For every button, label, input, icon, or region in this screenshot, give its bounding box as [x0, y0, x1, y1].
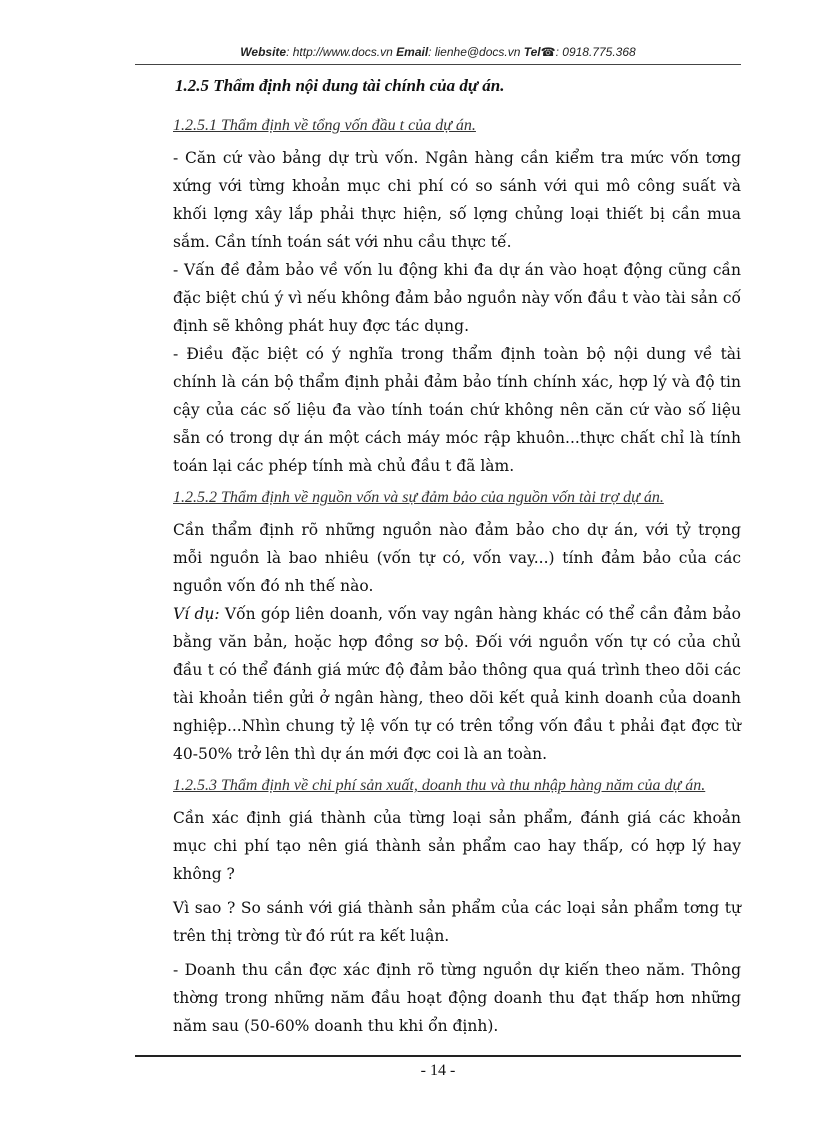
email-value[interactable]: : lienhe@docs.vn [428, 45, 521, 59]
example-label: Ví dụ: [173, 605, 220, 623]
s3-paragraph-1: Cần xác định giá thành của từng loại sản phẩm, đánh giá các khoản mục chi phí tạo nên giá thành sản phẩm cao hay thấp, có hợp lý hay không ? [173, 809, 741, 883]
page-number: - 14 - [420, 1062, 456, 1079]
s1-paragraph-2: - Vấn đề đảm bảo về vốn lu động khi đa dự án vào hoạt động cũng cần đặc biệt chú ý vì nếu không đảm bảo nguồn này vốn đầu t vào tài sản cố định sẽ không phát huy đợc tác dụng. [173, 261, 741, 335]
s2-paragraph-1: Cần thẩm định rõ những nguồn nào đảm bảo cho dự án, với tỷ trọng mỗi nguồn là bao nhiêu (vốn tự có, vốn vay...) tính đảm bảo của các nguồn vốn đó nh thế nào. [173, 521, 741, 595]
section-title: 1.2.5 Thẩm định nội dung tài chính của dự án. [175, 76, 505, 95]
document-body [173, 76, 741, 1040]
example-text: Vốn góp liên doanh, vốn vay ngân hàng khác có thể cần đảm bảo bằng văn bản, hoặc hợp đồng sơ bộ. Đối với nguồn vốn tự có của chủ đầu t có thể đánh giá mức độ đảm bảo thông qua quá trình theo dõi các tài khoản tiền gửi ở ngân hàng, theo dõi kết quả kinh doanh của doanh nghiệp...Nhìn chung tỷ lệ vốn tự có trên tổng vốn đầu t phải đạt đợc từ 40-50% trở lên thì dự án mới đợc coi là an toàn. [173, 605, 741, 763]
website-value[interactable]: : http://www.docs.vn [286, 45, 393, 59]
email-label: Email [396, 45, 429, 59]
s2-paragraph-2 [173, 600, 741, 768]
s1-paragraph-3: - Điều đặc biệt có ý nghĩa trong thẩm định toàn bộ nội dung về tài chính là cán bộ thẩm định phải đảm bảo tính chính xác, hợp lý và độ tin cậy của các số liệu đa vào tính toán chứ không nên căn cứ vào số liệu sẵn có trong dự án một cách máy móc rập khuôn...thực chất chỉ là tính toán lại các phép tính mà chủ đầu t đã làm. [173, 345, 741, 475]
page-header [135, 45, 741, 59]
tel-label: Tel [523, 45, 541, 59]
s3-paragraph-2: Vì sao ? So sánh với giá thành sản phẩm của các loại sản phẩm tơng tự trên thị trờng từ đó rút ra kết luận. [173, 899, 741, 945]
s3-paragraph-3: - Doanh thu cần đợc xác định rõ từng nguồn dự kiến theo năm. Thông thờng trong những năm đầu hoạt động doanh thu đạt thấp hơn những năm sau (50-60% doanh thu khi ổn định). [173, 961, 741, 1035]
subsection-heading-3: 1.2.5.3 Thẩm định về chi phí sản xuất, doanh thu và thu nhập hàng năm của dự án. [173, 777, 706, 794]
s1-paragraph-1: - Căn cứ vào bảng dự trù vốn. Ngân hàng cần kiểm tra mức vốn tơng xứng với từng khoản mục chi phí có so sánh với qui mô công suất và khối lợng xây lắp phải thực hiện, số lợng chủng loại thiết bị cần mua sắm. Cần tính toán sát với nhu cầu thực tế. [173, 149, 741, 251]
tel-value: ☎: 0918.775.368 [540, 45, 636, 59]
footer-divider [135, 1055, 741, 1057]
subsection-heading-1: 1.2.5.1 Thẩm định về tổng vốn đầu t của dự án. [173, 117, 476, 134]
subsection-heading-2: 1.2.5.2 Thẩm định về nguồn vốn và sự đảm bảo của nguồn vốn tài trợ dự án. [173, 489, 664, 506]
website-label: Website [240, 45, 287, 59]
header-divider [135, 64, 741, 65]
